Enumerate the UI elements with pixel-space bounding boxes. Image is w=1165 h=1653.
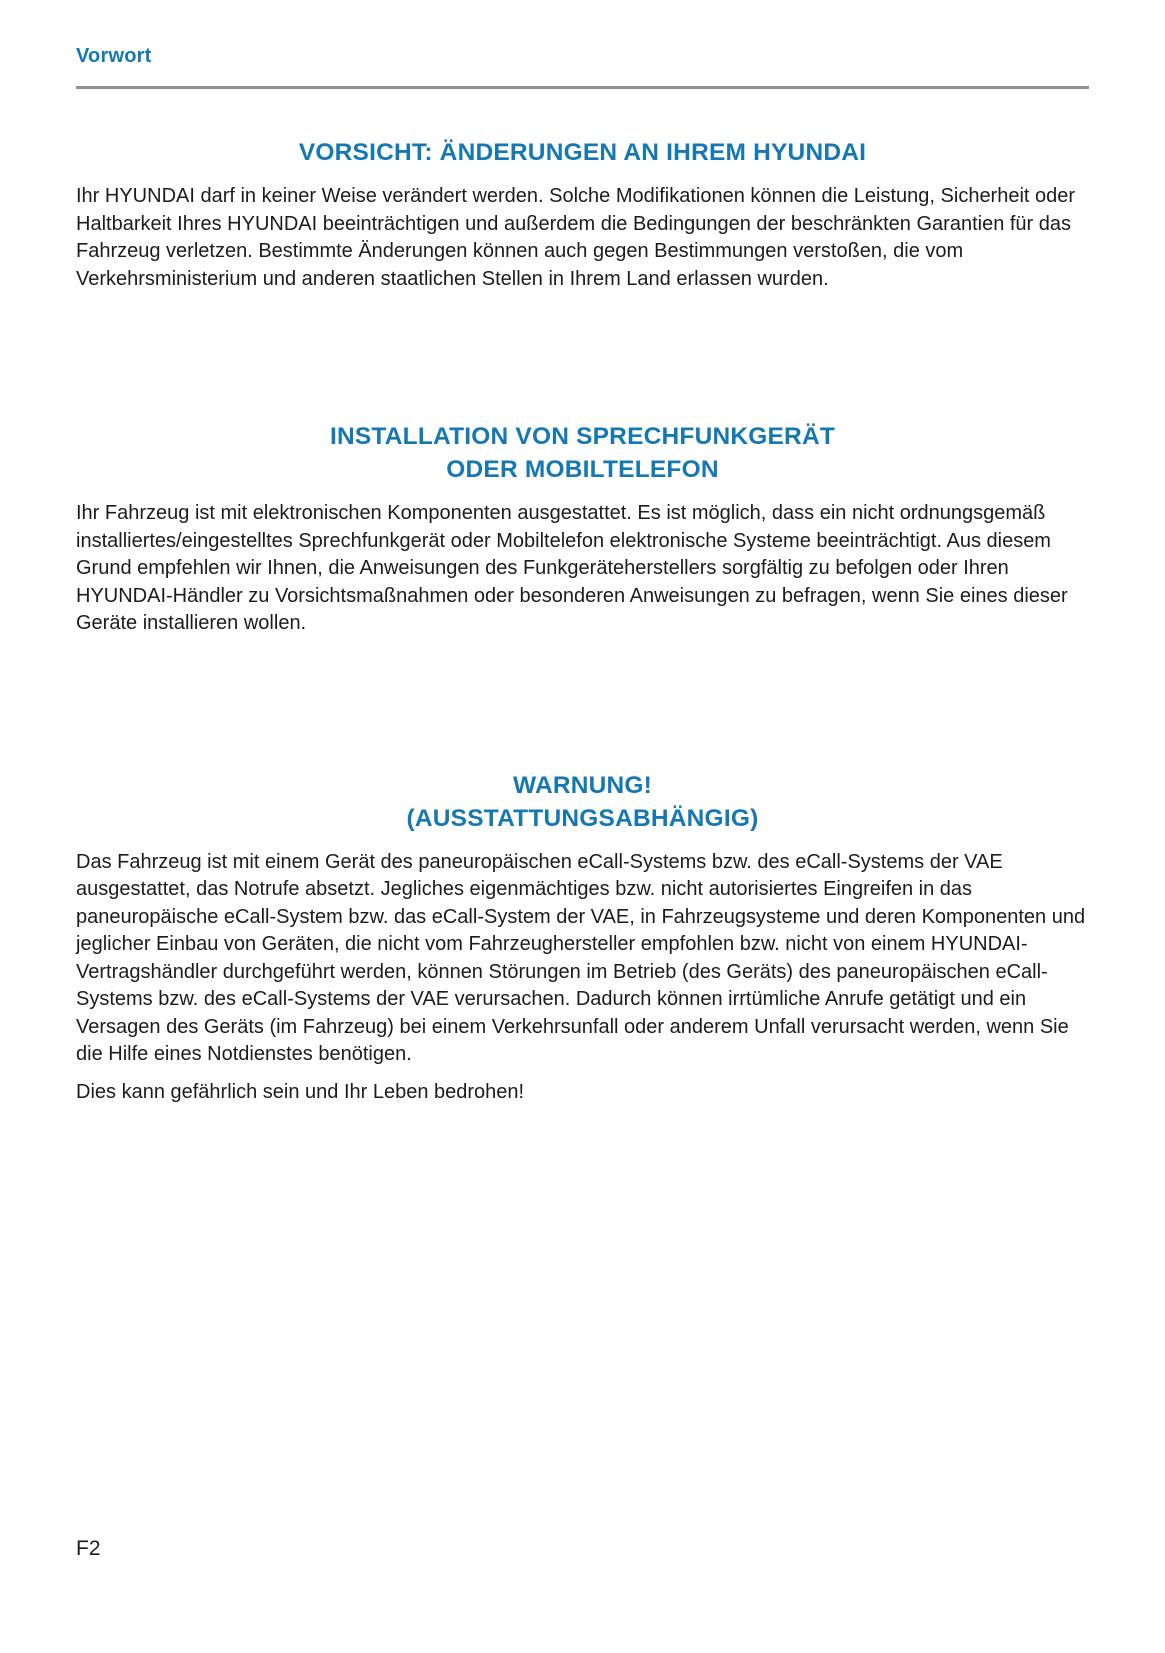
section-body bbox=[76, 500, 1089, 638]
section-heading-line-2: ODER MOBILTELEFON bbox=[446, 456, 719, 483]
page-number: F2 bbox=[76, 1537, 101, 1560]
section-installation bbox=[76, 420, 1089, 638]
section-body bbox=[76, 849, 1089, 1107]
section-warnung bbox=[76, 769, 1089, 1107]
section-heading: VORSICHT: ÄNDERUNGEN AN IHREM HYUNDAI bbox=[298, 139, 867, 166]
chapter-title: Vorwort bbox=[76, 45, 152, 67]
paragraph: Ihr HYUNDAI darf in keiner Weise verändert werden. Solche Modifikationen können die Leistung, Sicherheit oder Haltbarkeit Ihres HYUNDAI beeinträchtigen und außerdem die Bedingungen der beschränkten Garantien für das Fahrzeug verletzen. Bestimmte Änderungen können auch gegen Bestimmungen verstoßen, die vom Verkehrsministerium und anderen staatlichen Stellen in Ihrem Land erlassen wurden. bbox=[76, 185, 1076, 290]
section-heading-line-2: (AUSSTATTUNGSABHÄNGIG) bbox=[406, 804, 759, 832]
paragraph: Das Fahrzeug ist mit einem Gerät des paneuropäischen eCall-Systems bzw. des eCall-Systems der VAE ausgestattet, das Notrufe absetzt. Jegliches eigenmächtiges bzw. nicht autorisiertes Eingreifen in das paneuropäische eCall-System bzw. das eCall-System der VAE, in Fahrzeugsysteme und deren Komponenten und jeglicher Einbau von Geräten, die nicht vom Fahrzeughersteller empfohlen bzw. nicht von einem HYUNDAI-Vertragshändler durchgeführt werden, können Störungen im Betrieb (des Geräts) des paneuropäischen eCall-Systems bzw. des eCall-Systems der VAE verursachen. Dadurch können irrtümliche Anrufe getätigt und ein Versagen des Geräts (im Fahrzeug) bei einem Verkehrsunfall oder anderem Unfall verursacht werden, wenn Sie die Hilfe eines Notdienstes benötigen. bbox=[76, 850, 1086, 1065]
section-body bbox=[76, 183, 1089, 293]
paragraph: Ihr Fahrzeug ist mit elektronischen Komponenten ausgestattet. Es ist möglich, dass ein nicht ordnungsgemäß installiertes/eingestelltes Sprechfunkgerät oder Mobiltelefon elektronische Systeme beeinträchtigt. Aus diesem Grund empfehlen wir Ihnen, die Anweisungen des Funkgeräteherstellers sorgfältig zu befolgen oder Ihren HYUNDAI-Händler zu Vorsichtsmaßnahmen oder besonderen Anweisungen zu befragen, wenn Sie eines dieser Geräte installieren wollen. bbox=[76, 502, 1068, 634]
section-heading-line-1: WARNUNG! bbox=[512, 771, 653, 799]
paragraph: Dies kann gefährlich sein und Ihr Leben bedrohen! bbox=[76, 1080, 525, 1103]
header-divider bbox=[76, 86, 1089, 89]
section-heading-line-1: INSTALLATION VON SPRECHFUNKGERÄT bbox=[329, 423, 835, 450]
page-header bbox=[76, 44, 1089, 89]
section-vorsicht bbox=[76, 136, 1089, 293]
